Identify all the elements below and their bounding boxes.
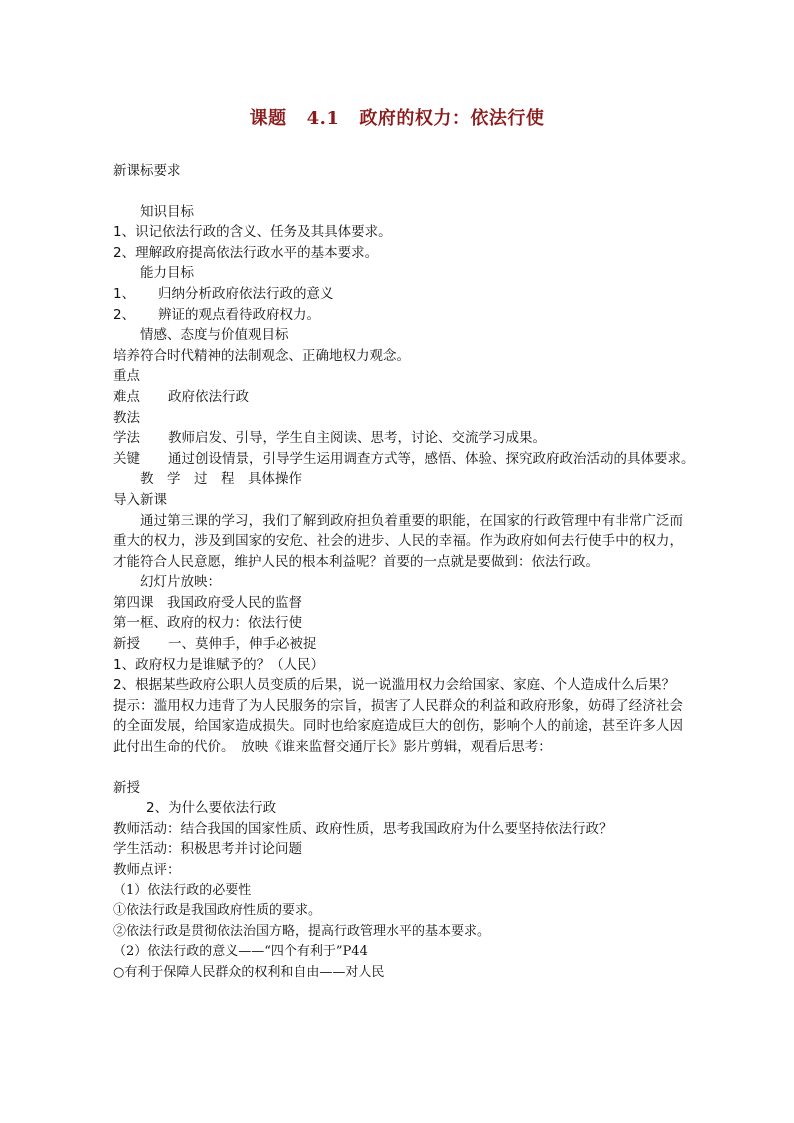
necessity-item-1: ①依法行政是我国政府性质的要求。 xyxy=(113,903,322,919)
difficult-label: 难点 xyxy=(113,388,140,405)
frame-one-heading: 第一框、政府的权力：依法行使 xyxy=(113,615,302,632)
knowledge-item-1: 1、识记依法行政的含义、任务及其具体要求。 xyxy=(113,224,392,241)
question-1: 1、政府权力是谁赋予的？（人民） xyxy=(113,656,325,673)
necessity-item-2: ②依法行政是贯彻依法治国方略，提高行政管理水平的基本要求。 xyxy=(113,923,491,939)
new-lesson-label: 新授 xyxy=(113,636,140,653)
title-number: 4.1 xyxy=(306,108,340,129)
knowledge-goal-heading: 知识目标 xyxy=(140,203,194,220)
ability-item-1 xyxy=(113,284,683,305)
knowledge-item-2: 2、理解政府提高依法行政水平的基本要求。 xyxy=(113,244,379,261)
hint-paragraph: 提示：滥用权力违背了为人民服务的宗旨，损害了人民群众的利益和政府形象，妨碍了经济社会的全面发展，给国家造成损失。同时也给家庭造成巨大的创伤，影响个人的前途，甚至许多人因此付出生命的代价。 放映《谁来监督交通厅长》影片剪辑，观看后思考： xyxy=(113,697,683,756)
document-body xyxy=(113,161,695,984)
section-1-title: 一、莫伸手，伸手必被捉 xyxy=(168,636,317,653)
new-lesson-section-1 xyxy=(113,634,683,655)
key-label: 关键 xyxy=(113,450,140,467)
teacher-activity: 教师活动：结合我国的国家性质、政府性质，思考我国政府为什么要坚持依法行政？ xyxy=(113,820,613,837)
lesson-four-heading: 第四课 我国政府受人民的监督 xyxy=(113,594,302,611)
key-step xyxy=(113,449,708,470)
significance-item-1: ○有利于保障人民群众的权利和自由——对人民 xyxy=(113,964,385,980)
ability-item-2 xyxy=(113,305,683,326)
difficult-point xyxy=(113,387,683,408)
necessity-heading: （1）依法行政的必要性 xyxy=(113,882,252,898)
ability-1-number: 1、 xyxy=(113,285,136,302)
teaching-method-label: 教法 xyxy=(113,409,140,426)
teacher-comment: 教师点评： xyxy=(113,862,181,878)
study-method xyxy=(113,428,683,449)
question-2: 2、根据某些政府公职人员变质的后果，说一说滥用权力会给国家、家庭、个人造成什么后果？ xyxy=(113,677,676,694)
difficult-text: 政府依法行政 xyxy=(168,388,249,405)
emotion-goal-text: 培养符合时代精神的法制观念、正确地权力观念。 xyxy=(113,347,410,364)
ability-goal-heading: 能力目标 xyxy=(140,265,194,282)
ability-2-text: 辨证的观点看待政府权力。 xyxy=(158,306,320,323)
section-2-title: 2、为什么要依法行政 xyxy=(146,800,277,817)
study-text: 教师启发、引导，学生自主阅读、思考，讨论、交流学习成果。 xyxy=(168,430,546,447)
significance-heading: （2）依法行政的意义——“四个有利于”P44 xyxy=(113,944,368,960)
ability-1-text: 归纳分析政府依法行政的意义 xyxy=(158,285,334,302)
key-text: 通过创设情景，引导学生运用调查方式等，感悟、体验、探究政府政治活动的具体要求。 xyxy=(168,450,695,467)
intro-paragraph: 通过第三课的学习，我们了解到政府担负着重要的职能，在国家的行政管理中有非常广泛而重大的权力，涉及到国家的安危、社会的进步、人民的幸福。作为政府如何去行使手中的权力，才能符合人民意愿，维护人民的根本利益呢？首要的一点就是要做到：依法行政。 xyxy=(113,512,683,570)
title-prefix: 课题 xyxy=(249,108,287,129)
intro-heading: 导入新课 xyxy=(113,491,167,508)
page-title xyxy=(0,104,794,130)
new-lesson-label-2: 新授 xyxy=(113,779,140,796)
curriculum-heading: 新课标要求 xyxy=(113,163,181,179)
title-main: 政府的权力：依法行使 xyxy=(359,108,545,129)
key-point-label: 重点 xyxy=(113,368,140,385)
ability-2-number: 2、 xyxy=(113,306,136,323)
slideshow-label: 幻灯片放映： xyxy=(140,574,221,591)
emotion-goal-heading: 情感、态度与价值观目标 xyxy=(140,327,289,344)
study-label: 学法 xyxy=(113,430,140,447)
student-activity: 学生活动：积极思考并讨论问题 xyxy=(113,841,302,858)
process-heading: 教 学 过 程 具体操作 xyxy=(140,471,302,488)
